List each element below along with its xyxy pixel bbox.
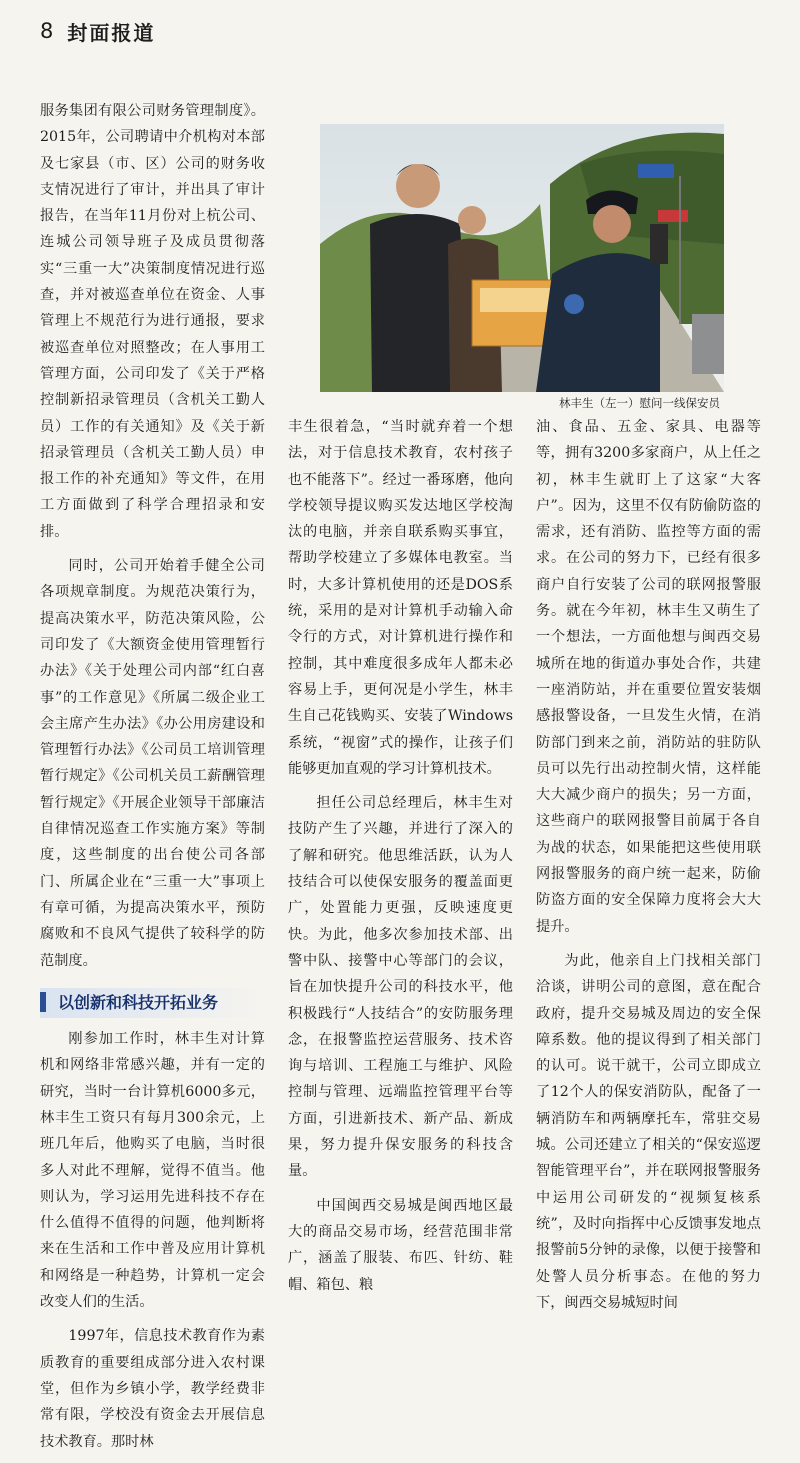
column-left xyxy=(40,98,265,1463)
photo-illustration xyxy=(320,124,724,392)
section-title: 封面报道 xyxy=(67,20,156,45)
column-right xyxy=(536,414,761,1324)
page-header xyxy=(40,14,155,48)
paragraph: 服务集团有限公司财务管理制度》。2015年，公司聘请中介机构对本部及七家县（市、区）公司的财务收支情况进行了审计，并出具了审计报告，在当年11月份对上杭公司、连城公司领导班子及成员贯彻落实“三重一大”决策制度情况进行巡查，并对被巡查单位在资金、人事管理上不规范行为进行通报，要求被巡查单位对照整改；在人事用工管理方面，公司印发了《关于严格控制新招录管理员（含机关工勤人员）工作的有关通知》及《关于新招录管理员（含机关工勤人员）申报工作的补充通知》等文件，在用工方面做到了科学合理招录和安排。 xyxy=(40,103,265,540)
subheading: 以创新和科技开拓业务 xyxy=(40,988,265,1018)
paragraph: 刚参加工作时，林丰生对计算机和网络非常感兴趣，并有一定的研究，当时一台计算机6000多元，林丰生工资只有每月300余元，上班几年后，他购买了电脑，当时很多人对此不理解，觉得不值当。他则认为，学习运用先进科技不存在什么值得不值得的问题，他判断将来在生活和工作中普及应用计算机和网络是一种趋势，计算机一定会改变人们的生活。 xyxy=(40,1031,265,1311)
paragraph: 1997年，信息技术教育作为素质教育的重要组成部分进入农村课堂，但作为乡镇小学，教学经费非常有限，学校没有资金去开展信息技术教育。那时林 xyxy=(40,1328,265,1450)
page-number: 8 xyxy=(40,19,54,43)
column-middle xyxy=(288,414,513,1306)
paragraph: 丰生很着急，“当时就弃着一个想法，对于信息技术教育，农村孩子也不能落下”。经过一番琢磨，他向学校领导提议购买发达地区学校淘汰的电脑，并亲自联系购买事宜，帮助学校建立了多媒体电教室。当时，大多计算机使用的还是DOS系统，采用的是对计算机手动输入命令行的方式，对计算机进行操作和控制，其中难度很多成年人都未必容易上手，更何况是小学生，林丰生自己花钱购买、安装了Windows系统，“视窗”式的操作，让孩子们能够更加直观的学习计算机技术。 xyxy=(288,419,513,777)
paragraph: 油、食品、五金、家具、电器等等，拥有3200多家商户，从上任之初，林丰生就盯上了这家“大客户”。因为，这里不仅有防偷防盗的需求，还有消防、监控等方面的需求。在公司的努力下，已经有很多商户自行安装了公司的联网报警服务。就在今年初，林丰生又萌生了一个想法，一方面他想与闽西交易城所在地的街道办事处合作，共建一座消防站，并在重要位置安装烟感报警设备，一旦发生火情，在消防部门到来之前，消防站的驻防队员可以先行出动控制火情，这样能大大减少商户的损失；另一方面，这些商户的联网报警目前属于各自为战的状态，如果能把这些使用联网报警服务的商户统一起来，防偷防盗方面的安全保障力度将会大大提升。 xyxy=(536,419,761,935)
paragraph: 担任公司总经理后，林丰生对技防产生了兴趣，并进行了深入的了解和研究。他思维活跃，认为人技结合可以使保安服务的覆盖面更广，处置能力更强，反映速度更快。为此，他多次参加技术部、出警中队、接警中心等部门的会议，旨在加快提升公司的科技水平，他积极践行“人技结合”的安防服务理念，在报警监控运营服务、技术咨询与培训、工程施工与维护、风险控制与管理、远端监控管理平台等方面，引进新技术、新产品、新成果，努力提升保安服务的科技含量。 xyxy=(288,795,513,1180)
photo xyxy=(320,124,724,392)
paragraph: 中国闽西交易城是闽西地区最大的商品交易市场，经营范围非常广，涵盖了服装、布匹、针纺、鞋帽、箱包、粮 xyxy=(288,1197,513,1293)
photo-caption: 林丰生（左一）慰问一线保安员 xyxy=(559,396,720,410)
paragraph: 同时，公司开始着手健全公司各项规章制度。为规范决策行为，提高决策水平，防范决策风险，公司印发了《大额资金使用管理暂行办法》《关于处理公司内部“红白喜事”的工作意见》《所属二级企业工会主席产生办法》《办公用房建设和管理暂行办法》《公司员工培训管理暂行规定》《公司机关员工薪酬管理暂行规定》《开展企业领导干部廉洁自律情况巡查工作实施方案》等制度，这些制度的出台使公司各部门、所属企业在“三重一大”事项上有章可循，为提高决策水平，预防腐败和不良风气提供了较科学的防范制度。 xyxy=(40,558,265,969)
paragraph: 为此，他亲自上门找相关部门洽谈，讲明公司的意图，意在配合政府，提升交易城及周边的安全保障系数。他的提议得到了相关部门的认可。说干就干，公司立即成立了12个人的保安消防队，配备了一辆消防车和两辆摩托车，常驻交易城。公司还建立了相关的“保安巡逻智能管理平台”，并在联网报警服务中运用公司研发的“视频复核系统”，及时向指挥中心反馈事发地点报警前5分钟的录像，以便于接警和处警人员分析事态。在他的努力下，闽西交易城短时间 xyxy=(536,952,761,1311)
